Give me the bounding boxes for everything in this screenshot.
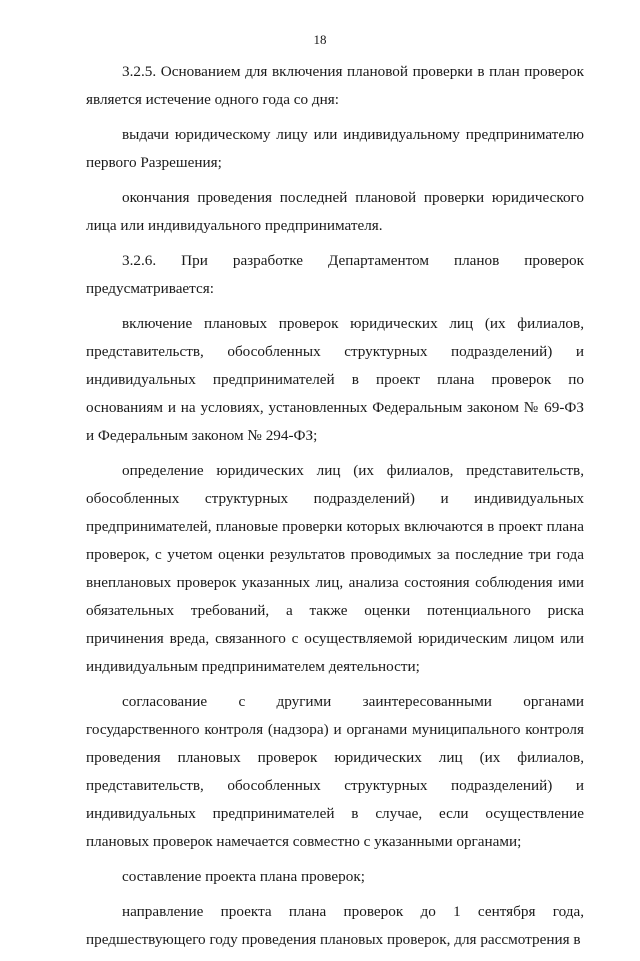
- paragraph-submission: направление проекта плана проверок до 1 сентября года, предшествующего году проведения плановых проверок, для рассмотрения в: [86, 903, 584, 948]
- paragraph-coordination: согласование с другими заинтересованными органами государственного контроля (надзора) и органами муниципального контроля проведения плановых проверок юридических лиц (их филиалов, представительств, обособленных структурных подразделений) и индивидуальных предпринимателей в случае, если осуществление плановых проверок намечается совместно с указанными органами;: [86, 693, 584, 850]
- paragraph-determination: определение юридических лиц (их филиалов, представительств, обособленных структурных подразделений) и индивидуальных предпринимателей, плановые проверки которых включаются в проект плана проверок, с учетом оценки результатов проводимых за последние три года внеплановых проверок указанных лиц, анализа состояния соблюдения ими обязательных требований, а также оценки потенциального риска причинения вреда, связанного с осуществляемой юридическим лицом или индивидуальным предпринимателем деятельности;: [86, 462, 584, 675]
- page-number: 18: [313, 32, 327, 47]
- paragraph-last-inspection: окончания проведения последней плановой проверки юридического лица или индивидуального предпринимателя.: [86, 189, 584, 234]
- paragraph-first-permit: выдачи юридическому лицу или индивидуальному предпринимателю первого Разрешения;: [86, 126, 584, 171]
- paragraph-drafting: составление проекта плана проверок;: [122, 868, 365, 885]
- paragraph-inclusion: включение плановых проверок юридических лиц (их филиалов, представительств, обособленных структурных подразделений) и индивидуальных предпринимателей в проект плана проверок по основаниям и на условиях, установленных Федеральным законом № 69-ФЗ и Федеральным законом № 294-ФЗ;: [86, 315, 584, 444]
- paragraph-3-2-6: 3.2.6. При разработке Департаментом планов проверок предусматривается:: [86, 252, 584, 297]
- paragraph-3-2-5: 3.2.5. Основанием для включения плановой проверки в план проверок является истечение одного года со дня:: [86, 63, 584, 108]
- document-body: [86, 58, 584, 961]
